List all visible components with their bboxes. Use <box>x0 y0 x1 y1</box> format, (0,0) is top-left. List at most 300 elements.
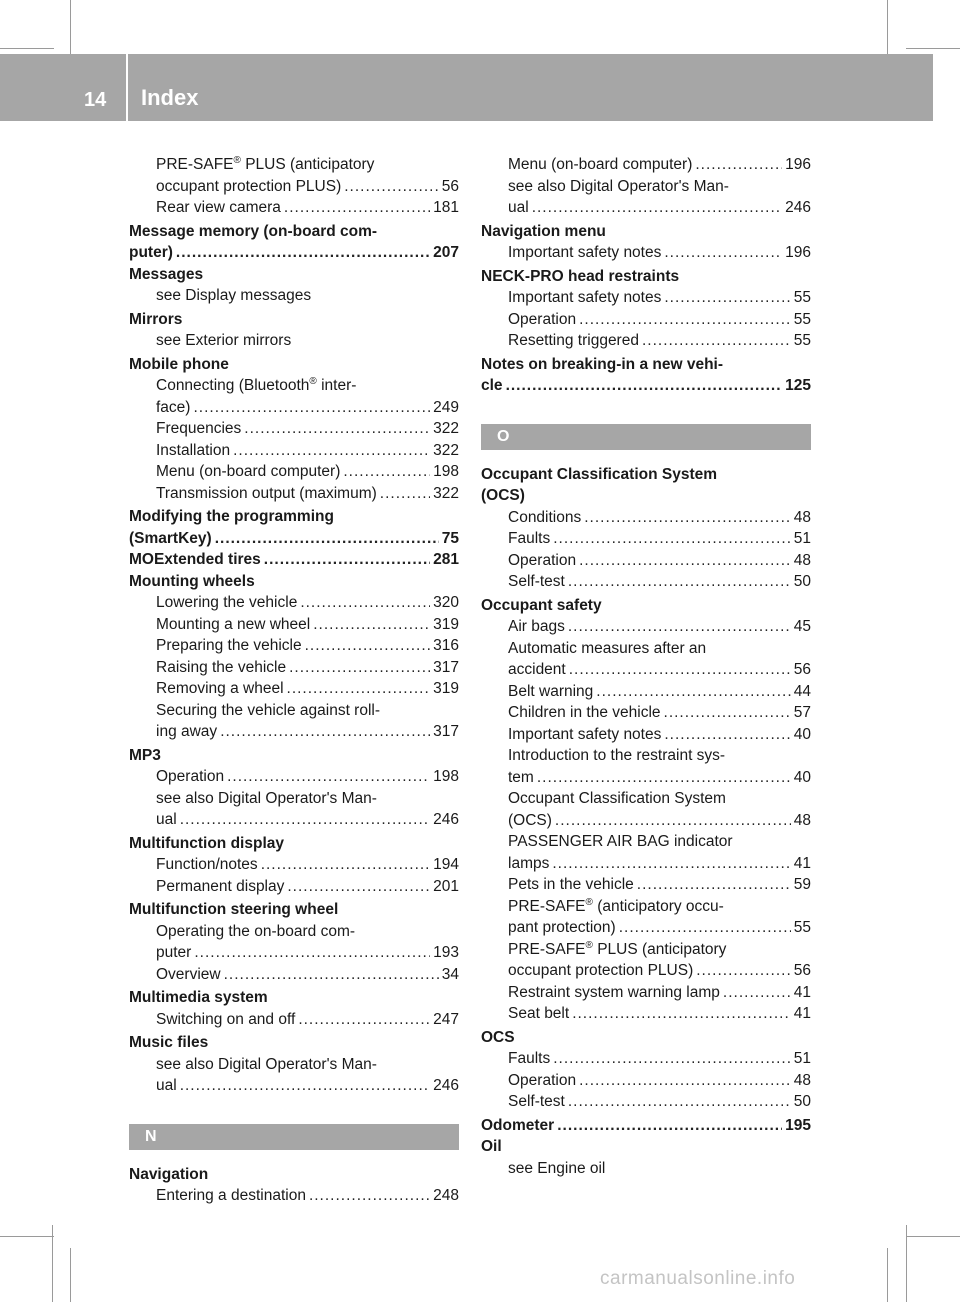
entry-label: Entering a destination <box>156 1187 306 1204</box>
index-subentry <box>129 154 459 176</box>
entry-text <box>129 1034 208 1051</box>
index-subentry <box>129 285 459 307</box>
entry-label: PASSENGER AIR BAG indicator <box>508 833 733 850</box>
letter-heading: O <box>481 424 811 450</box>
entry-label: puter) <box>129 244 173 261</box>
entry-label: Music files <box>129 1034 209 1051</box>
entry-label: Resetting triggered <box>508 332 639 349</box>
entry-text <box>508 833 733 850</box>
entry-text <box>156 332 291 349</box>
entry-label: Pets in the vehicle <box>508 876 634 893</box>
entry-label: occupant protection PLUS) <box>508 962 694 979</box>
page-ref: 317 <box>433 658 459 676</box>
entry-text <box>508 767 537 789</box>
dot-leader <box>537 767 791 789</box>
index-entry <box>129 571 459 593</box>
entry-label: see also Digital Operator's Man- <box>156 1055 377 1073</box>
registered-mark: ® <box>585 939 593 951</box>
dot-leader <box>552 853 790 875</box>
registered-mark: ® <box>233 155 241 166</box>
entry-label: Operating the on-board com- <box>156 922 356 940</box>
dot-leader <box>664 724 790 746</box>
entry-label: Menu (on-board computer) <box>508 156 693 173</box>
entry-text <box>129 223 377 240</box>
index-subentry <box>481 745 811 767</box>
index-subentry <box>481 571 811 593</box>
page-ref: 56 <box>793 661 811 678</box>
entry-label: Self-test <box>508 573 565 590</box>
crop-mark <box>887 1248 888 1302</box>
index-entry <box>481 1115 811 1137</box>
entry-label: (OCS) <box>481 487 525 504</box>
index-subentry <box>481 810 811 832</box>
index-entry <box>481 354 811 376</box>
page-ref: 322 <box>433 484 459 502</box>
entry-text <box>481 597 602 614</box>
index-subentry <box>129 721 459 743</box>
page-ref: 246 <box>785 199 811 216</box>
entry-label: Conditions <box>508 508 582 526</box>
entry-text <box>508 571 568 593</box>
entry-text <box>156 156 374 173</box>
crop-mark <box>906 48 960 49</box>
entry-text <box>156 397 193 419</box>
entry-text <box>508 616 568 638</box>
crop-mark <box>906 1236 960 1237</box>
dot-leader <box>300 592 430 614</box>
dot-leader <box>506 375 783 397</box>
index-subentry <box>481 616 811 638</box>
entry-label: Transmission output (maximum) <box>156 484 377 502</box>
index-subentry <box>129 197 459 219</box>
entry-label: ual <box>508 199 529 216</box>
dot-leader <box>568 616 791 638</box>
entry-label: lamps <box>508 854 550 872</box>
index-entry <box>129 528 459 550</box>
entry-text <box>508 507 584 529</box>
index-subentry <box>481 1091 811 1113</box>
entry-label: Automatic measures after an <box>508 639 707 657</box>
dot-leader <box>215 528 439 550</box>
entry-text <box>156 461 343 483</box>
entry-text <box>508 724 664 746</box>
index-subentry <box>129 635 459 657</box>
crop-mark <box>70 0 71 54</box>
entry-text <box>129 1166 208 1183</box>
index-subentry <box>129 809 459 831</box>
entry-text <box>508 917 619 939</box>
index-entry <box>481 375 811 397</box>
entry-label: MOExtended tires <box>129 551 261 568</box>
dot-leader <box>227 766 430 788</box>
dot-leader <box>180 809 430 831</box>
entry-text <box>156 942 194 964</box>
entry-text <box>481 466 717 483</box>
crop-mark <box>0 1236 54 1237</box>
dot-leader <box>194 942 430 964</box>
entry-label: Important safety notes <box>508 289 662 306</box>
entry-text <box>129 356 229 373</box>
page-ref: 44 <box>793 682 811 700</box>
index-subentry <box>481 309 811 331</box>
entry-text <box>156 964 224 986</box>
page-ref: 75 <box>441 529 459 547</box>
page-ref: 194 <box>433 856 459 873</box>
dot-leader <box>637 874 791 896</box>
entry-text <box>156 197 284 219</box>
page-ref: 125 <box>785 377 811 394</box>
entry-label: see also Digital Operator's Man- <box>508 177 729 195</box>
index-subentry <box>481 1070 811 1092</box>
page-ref: 193 <box>433 944 459 961</box>
page-ref: 207 <box>433 244 459 261</box>
dot-leader <box>220 721 430 743</box>
entry-text <box>481 268 679 285</box>
entry-label: Overview <box>156 965 221 983</box>
index-entry <box>129 506 459 528</box>
index-entry <box>481 266 811 288</box>
index-entry <box>129 745 459 767</box>
page-ref: 319 <box>433 615 459 633</box>
entry-text <box>481 375 506 397</box>
index-subentry <box>129 876 459 898</box>
page-ref: 247 <box>433 1010 459 1028</box>
entry-text <box>156 440 233 462</box>
index-entry <box>129 833 459 855</box>
entry-text <box>129 901 338 918</box>
index-subentry <box>129 176 459 198</box>
entry-label: Navigation <box>129 1165 209 1183</box>
page-ref: 281 <box>433 551 459 568</box>
entry-label: MP3 <box>129 746 161 764</box>
entry-text <box>481 223 606 240</box>
entry-text <box>156 635 305 657</box>
index-subentry <box>129 1075 459 1097</box>
entry-text <box>481 1029 515 1046</box>
entry-label-cont: inter- <box>316 377 357 394</box>
index-subentry <box>481 853 811 875</box>
entry-label: Messages <box>129 265 204 283</box>
index-entry <box>129 1164 459 1186</box>
entry-label: Mobile phone <box>129 355 229 373</box>
index-subentry <box>129 766 459 788</box>
index-subentry <box>481 874 811 896</box>
entry-label: Occupant safety <box>481 596 602 614</box>
index-subentry <box>129 375 459 397</box>
entry-text <box>156 287 311 304</box>
entry-text <box>508 528 553 550</box>
index-subentry <box>129 397 459 419</box>
index-subentry <box>481 917 811 939</box>
page-ref: 55 <box>793 289 811 306</box>
dot-leader <box>642 330 791 352</box>
dot-leader <box>224 964 439 986</box>
entry-text <box>508 982 723 1004</box>
entry-text <box>129 266 203 283</box>
dot-leader <box>343 461 430 483</box>
index-entry <box>481 595 811 617</box>
index-subentry <box>481 287 811 309</box>
entry-text <box>156 766 227 788</box>
page-ref: 319 <box>433 680 459 697</box>
index-column-left <box>129 154 459 1207</box>
index-subentry <box>129 483 459 505</box>
entry-text <box>156 702 380 719</box>
entry-text <box>156 614 313 636</box>
entry-label-cont: PLUS (anticipatory <box>592 940 727 958</box>
page-ref: 50 <box>793 573 811 590</box>
page-ref: 246 <box>433 811 459 828</box>
entry-label: Message memory (on-board com- <box>129 222 378 240</box>
entry-label: Occupant Classification System <box>481 465 718 483</box>
entry-text <box>156 1075 180 1097</box>
index-subentry <box>481 242 811 264</box>
entry-text <box>481 1138 502 1155</box>
dot-leader <box>176 242 430 264</box>
entry-text <box>508 330 642 352</box>
entry-label: ing away <box>156 723 218 740</box>
index-subentry <box>481 982 811 1004</box>
index-entry <box>481 221 811 243</box>
index-entry <box>129 549 459 571</box>
index-subentry <box>129 418 459 440</box>
entry-label: Switching on and off <box>156 1010 296 1028</box>
index-subentry <box>481 767 811 789</box>
page-ref: 55 <box>793 919 811 936</box>
registered-mark: ® <box>585 896 593 908</box>
index-subentry <box>481 638 811 660</box>
entry-text <box>129 747 161 764</box>
entry-label: occupant protection PLUS) <box>156 177 342 195</box>
entry-label: PRE-SAFE <box>156 156 234 173</box>
dot-leader <box>380 483 430 505</box>
entry-text <box>129 573 255 590</box>
index-subentry <box>481 507 811 529</box>
entry-label: Odometer <box>481 1116 555 1134</box>
index-subentry <box>481 659 811 681</box>
entry-label: Lowering the vehicle <box>156 594 298 611</box>
entry-label: Important safety notes <box>508 725 662 743</box>
entry-label: Connecting (Bluetooth <box>156 377 310 394</box>
entry-text <box>481 356 723 373</box>
entry-label: Installation <box>156 441 231 459</box>
entry-text <box>508 309 579 331</box>
entry-text <box>156 176 344 198</box>
dot-leader <box>696 960 791 982</box>
page-header <box>0 54 933 121</box>
page-ref: 48 <box>793 551 811 569</box>
entry-text <box>129 242 176 264</box>
entry-label: Operation <box>508 551 577 569</box>
dot-leader <box>344 176 439 198</box>
entry-text <box>508 747 725 764</box>
entry-label: Modifying the programming <box>129 508 334 525</box>
entry-text <box>156 790 377 807</box>
page-ref: 322 <box>433 420 459 437</box>
crop-mark <box>887 0 888 54</box>
dot-leader <box>572 1003 791 1025</box>
page-ref: 34 <box>441 965 459 983</box>
entry-text <box>508 702 664 724</box>
page-ref: 48 <box>793 1071 811 1089</box>
entry-text <box>508 898 724 915</box>
page-ref: 40 <box>793 725 811 743</box>
dot-leader <box>568 571 791 593</box>
entry-text <box>508 790 726 807</box>
entry-label: Operation <box>508 310 577 328</box>
entry-label: Frequencies <box>156 420 242 437</box>
dot-leader <box>284 197 430 219</box>
letter-heading: N <box>129 1124 459 1150</box>
page-ref: 41 <box>793 854 811 872</box>
dot-leader <box>557 1115 782 1137</box>
page-ref: 201 <box>433 877 459 895</box>
dot-leader <box>553 528 791 550</box>
page-ref: 41 <box>793 1005 811 1022</box>
dot-leader <box>244 418 430 440</box>
entry-label: Occupant Classification System <box>508 790 726 807</box>
page-ref: 196 <box>785 244 811 261</box>
entry-label: Function/notes <box>156 856 258 873</box>
dot-leader <box>180 1075 430 1097</box>
entry-text <box>508 287 664 309</box>
entry-text <box>129 835 284 852</box>
index-subentry <box>481 960 811 982</box>
index-column-right <box>481 154 811 1179</box>
entry-text <box>156 377 356 394</box>
page-ref: 248 <box>433 1187 459 1204</box>
entry-label: Operation <box>508 1071 577 1089</box>
index-subentry <box>129 942 459 964</box>
index-subentry <box>481 330 811 352</box>
dot-leader <box>233 440 430 462</box>
dot-leader <box>584 507 791 529</box>
index-subentry <box>129 614 459 636</box>
entry-label: Mounting wheels <box>129 572 255 590</box>
entry-text <box>508 550 579 572</box>
dot-leader <box>619 917 791 939</box>
dot-leader <box>289 657 430 679</box>
index-subentry <box>129 592 459 614</box>
page-ref: 57 <box>793 704 811 721</box>
entry-label: ual <box>156 811 177 828</box>
entry-text <box>508 242 664 264</box>
entry-label: Children in the vehicle <box>508 704 661 721</box>
page-ref: 316 <box>433 637 459 654</box>
dot-leader <box>579 550 791 572</box>
entry-label: (OCS) <box>508 811 552 829</box>
dot-leader <box>193 397 430 419</box>
page-ref: 181 <box>433 199 459 216</box>
entry-label: see Exterior mirrors <box>156 332 292 349</box>
dot-leader <box>695 154 782 176</box>
dot-leader <box>264 549 430 571</box>
page-ref: 48 <box>793 811 811 829</box>
page-ref: 55 <box>793 332 811 349</box>
entry-label: Mounting a new wheel <box>156 615 311 633</box>
index-subentry <box>129 921 459 943</box>
page-ref: 196 <box>785 156 811 173</box>
index-entry <box>129 1032 459 1054</box>
index-subentry <box>481 724 811 746</box>
dot-leader <box>305 635 431 657</box>
entry-label: Restraint system warning lamp <box>508 983 720 1001</box>
page-ref: 320 <box>433 594 459 611</box>
entry-label: pant protection) <box>508 919 616 936</box>
dot-leader <box>287 876 430 898</box>
page-ref: 55 <box>793 310 811 328</box>
page-ref: 249 <box>433 398 459 416</box>
entry-text <box>508 197 532 219</box>
entry-label: NECK-PRO head restraints <box>481 267 680 285</box>
index-subentry <box>481 154 811 176</box>
entry-text <box>156 1185 309 1207</box>
dot-leader <box>313 614 430 636</box>
index-entry <box>481 464 811 486</box>
index-subentry <box>129 964 459 986</box>
index-subentry <box>129 854 459 876</box>
entry-text <box>129 508 334 525</box>
index-entry <box>129 354 459 376</box>
entry-label: tem <box>508 768 534 786</box>
page-ref: 51 <box>793 1050 811 1067</box>
page-ref: 59 <box>793 876 811 893</box>
dot-leader <box>579 1070 791 1092</box>
entry-text <box>508 1003 572 1025</box>
index-entry <box>129 899 459 921</box>
index-entry <box>129 264 459 286</box>
dot-leader <box>287 678 431 700</box>
entry-label: see Display messages <box>156 287 312 304</box>
page-ref: 56 <box>441 177 459 195</box>
index-subentry <box>481 1048 811 1070</box>
index-subentry <box>481 550 811 572</box>
page-ref: 41 <box>793 983 811 1001</box>
index-subentry <box>481 528 811 550</box>
header-divider <box>126 54 128 121</box>
entry-label: Securing the vehicle against roll- <box>156 701 381 719</box>
entry-label: Introduction to the restraint sys- <box>508 747 726 764</box>
index-subentry <box>481 1003 811 1025</box>
entry-label: Air bags <box>508 618 565 635</box>
entry-label: Seat belt <box>508 1005 570 1022</box>
dot-leader <box>261 854 430 876</box>
dot-leader <box>664 242 782 264</box>
dot-leader <box>664 702 791 724</box>
entry-label-cont: PLUS (anticipatory <box>240 156 375 173</box>
entry-text <box>508 681 596 703</box>
index-subentry <box>129 461 459 483</box>
entry-label: Belt warning <box>508 682 594 700</box>
page-ref: 56 <box>793 962 811 979</box>
index-entry <box>481 1136 811 1158</box>
index-subentry <box>129 1009 459 1031</box>
dot-leader <box>723 982 791 1004</box>
index-subentry <box>481 681 811 703</box>
entry-label: see Engine oil <box>508 1159 606 1177</box>
index-entry <box>129 309 459 331</box>
page-ref: 51 <box>793 530 811 547</box>
entry-label: see also Digital Operator's Man- <box>156 789 377 807</box>
entry-text <box>508 941 726 958</box>
entry-text <box>508 1070 579 1092</box>
entry-label: Permanent display <box>156 877 285 895</box>
entry-label: PRE-SAFE <box>508 897 586 915</box>
entry-text <box>156 418 244 440</box>
entry-label: Removing a wheel <box>156 680 284 697</box>
crop-mark <box>906 1225 907 1302</box>
page-ref: 317 <box>433 723 459 740</box>
